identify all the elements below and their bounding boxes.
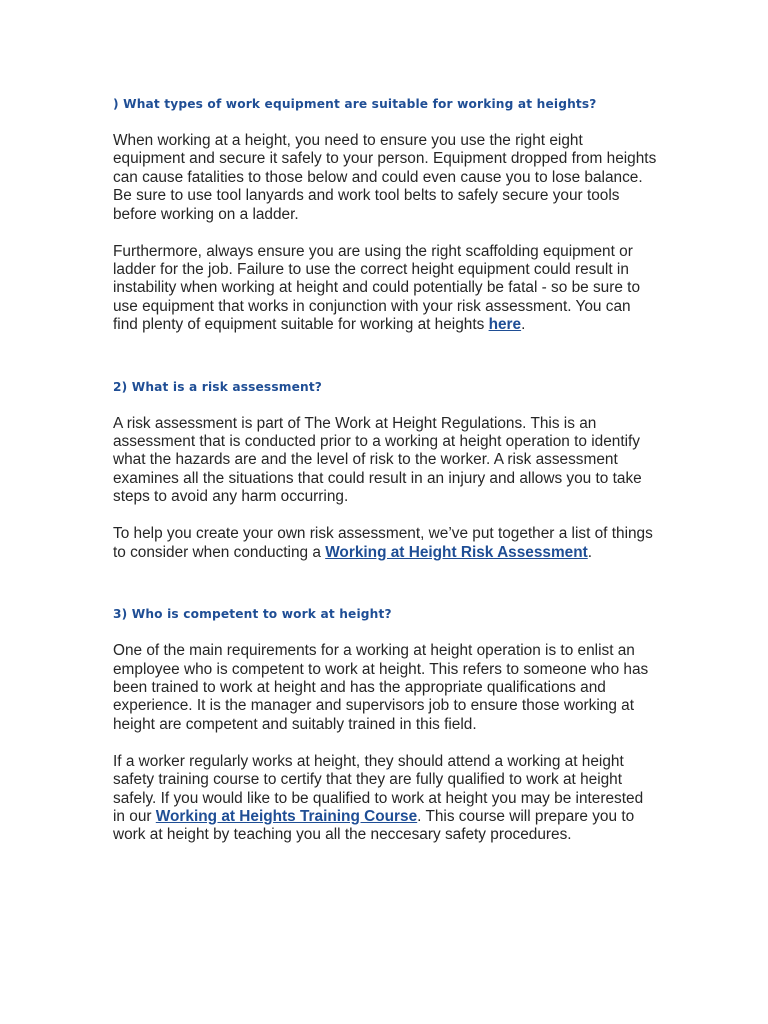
section-heading: 2) What is a risk assessment? bbox=[113, 379, 323, 394]
paragraph-text: Furthermore, always ensure you are using the right scaffolding equipment or ladder for the job. Failure to use the correct height equipment could result in instability when working at height and could potentially be fatal - so be sure to use equipment that works in conjunction with your risk assessment. You can find plenty of equipment suitable for working at heights bbox=[113, 242, 641, 334]
section-heading: ) What types of work equipment are suitable for working at heights? bbox=[113, 97, 597, 111]
paragraph: A risk assessment is part of The Work at Height Regulations. This is an assessment that is conducted prior to a working at height operation to identify what the hazards are and the level of risk to the worker. A risk assessment examines all the situations that could result in an injury and allows you to take steps to avoid any harm occurring. bbox=[113, 414, 642, 506]
risk-assessment-link[interactable]: Working at Height Risk Assessment bbox=[325, 543, 588, 561]
paragraph-with-link bbox=[113, 525, 658, 562]
paragraph-with-link bbox=[113, 753, 658, 845]
section-heading: 3) Who is competent to work at height? bbox=[113, 607, 392, 622]
paragraph: One of the main requirements for a working at height operation is to enlist an employee who is competent to work at height. This refers to someone who has been trained to work at height and has the appropriate qualifications and experience. It is the manager and supervisors job to ensure those working at height are competent and suitably trained in this field. bbox=[113, 642, 649, 733]
paragraph-text-end: . This course will prepare you to work at height by teaching you all the neccesary safety procedures. bbox=[113, 807, 635, 844]
paragraph-text-end: . bbox=[521, 316, 526, 334]
paragraph-with-link bbox=[113, 243, 658, 335]
equipment-here-link[interactable]: here bbox=[488, 316, 522, 334]
paragraph: When working at a height, you need to ensure you use the right eight equipment and secure it safely to your person. Equipment dropped from heights can cause fatalities to those below and could even cause you to lose balance. Be sure to use tool lanyards and work tool belts to safely secure your tools before working on a ladder. bbox=[113, 132, 657, 223]
training-course-link[interactable]: Working at Heights Training Course bbox=[155, 807, 418, 825]
section-competence bbox=[113, 606, 658, 845]
section-risk-assessment bbox=[113, 379, 658, 562]
section-work-equipment bbox=[113, 96, 658, 335]
paragraph-text: To help you create your own risk assessment, we’ve put together a list of things to consider when conducting a bbox=[113, 525, 653, 561]
document-page bbox=[113, 96, 658, 845]
paragraph-text: If a worker regularly works at height, they should attend a working at height safety training course to certify that they are fully qualified to work at height safely. If you would like to be qualified to work at height you may be interested in our bbox=[113, 752, 644, 825]
paragraph-text-end: . bbox=[587, 543, 593, 561]
